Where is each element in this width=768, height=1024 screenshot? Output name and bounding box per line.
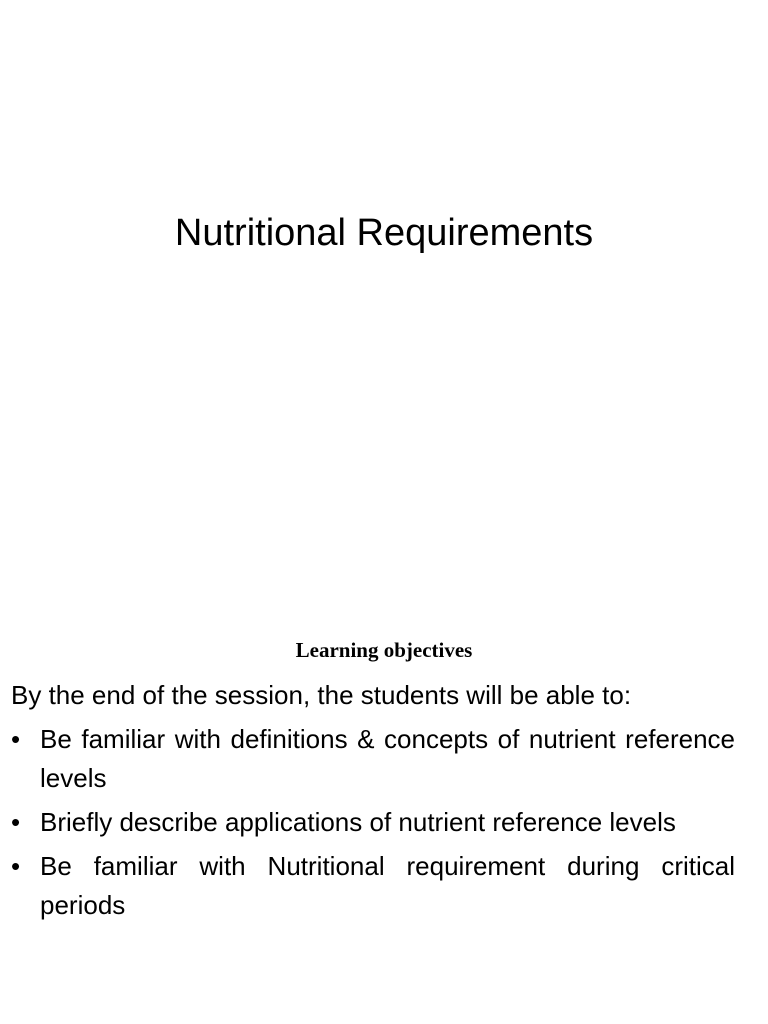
objectives-list <box>11 720 735 925</box>
objectives-body <box>11 676 735 925</box>
bullet-icon: • <box>11 724 21 754</box>
objective-item <box>11 720 735 798</box>
objective-item <box>11 847 735 925</box>
objective-item <box>11 803 735 842</box>
slide-title: Nutritional Requirements <box>174 212 594 254</box>
objectives-intro: By the end of the session, the students will be able to: <box>11 680 632 710</box>
section-heading: Learning objectives <box>295 638 473 662</box>
objective-text: Briefly describe applications of nutrient reference levels <box>40 807 676 837</box>
objective-text: Be familiar with Nutritional requirement during critical periods <box>40 851 735 920</box>
bullet-icon: • <box>11 851 21 881</box>
objective-text: Be familiar with definitions & concepts of nutrient reference levels <box>40 724 735 793</box>
bullet-icon: • <box>11 807 21 837</box>
